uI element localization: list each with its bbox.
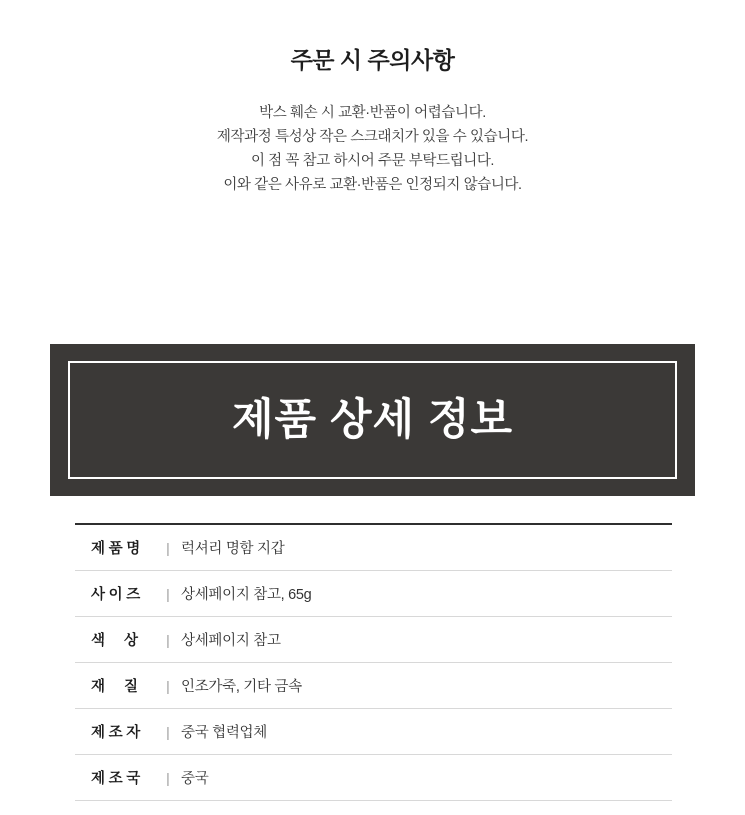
spec-separator: | — [166, 631, 170, 648]
product-detail-banner-frame — [68, 361, 677, 479]
notice-line: 제작과정 특성상 작은 스크래치가 있을 수 있습니다. — [216, 128, 529, 145]
spec-separator: | — [166, 677, 170, 694]
notice-line: 이와 같은 사유로 교환·반품은 인정되지 않습니다. — [223, 176, 522, 193]
spec-separator: | — [166, 769, 170, 786]
spec-label: 재 질 — [91, 679, 138, 695]
spec-label: 제 조 자 — [91, 725, 141, 741]
spec-value: 상세페이지 참고, 65g — [181, 587, 312, 603]
product-spec-table — [75, 523, 672, 801]
table-row — [75, 525, 672, 571]
spec-label: 색 상 — [91, 633, 138, 649]
spec-value: 럭셔리 명함 지갑 — [181, 541, 285, 557]
product-detail-banner — [50, 344, 695, 496]
notice-line: 이 점 꼭 참고 하시어 주문 부탁드립니다. — [250, 152, 495, 169]
product-detail-banner-title: 제품 상세 정보 — [231, 395, 514, 444]
spec-label: 사 이 즈 — [91, 587, 141, 603]
table-row — [75, 755, 672, 801]
table-row — [75, 571, 672, 617]
order-notice-text — [0, 102, 745, 198]
notice-line: 박스 훼손 시 교환·반품이 어렵습니다. — [259, 104, 486, 121]
order-notice-section — [0, 0, 745, 198]
spec-separator: | — [166, 585, 170, 602]
spec-label: 제 조 국 — [91, 771, 141, 787]
spec-separator: | — [166, 539, 170, 556]
spec-label: 제 품 명 — [91, 541, 141, 557]
spec-value: 상세페이지 참고 — [181, 633, 281, 649]
spec-separator: | — [166, 723, 170, 740]
order-notice-title: 주문 시 주의사항 — [290, 47, 455, 73]
table-row — [75, 709, 672, 755]
table-row — [75, 663, 672, 709]
spec-value: 중국 협력업체 — [181, 725, 267, 741]
spec-value: 중국 — [181, 771, 209, 787]
spec-value: 인조가죽, 기타 금속 — [181, 679, 302, 695]
table-row — [75, 617, 672, 663]
